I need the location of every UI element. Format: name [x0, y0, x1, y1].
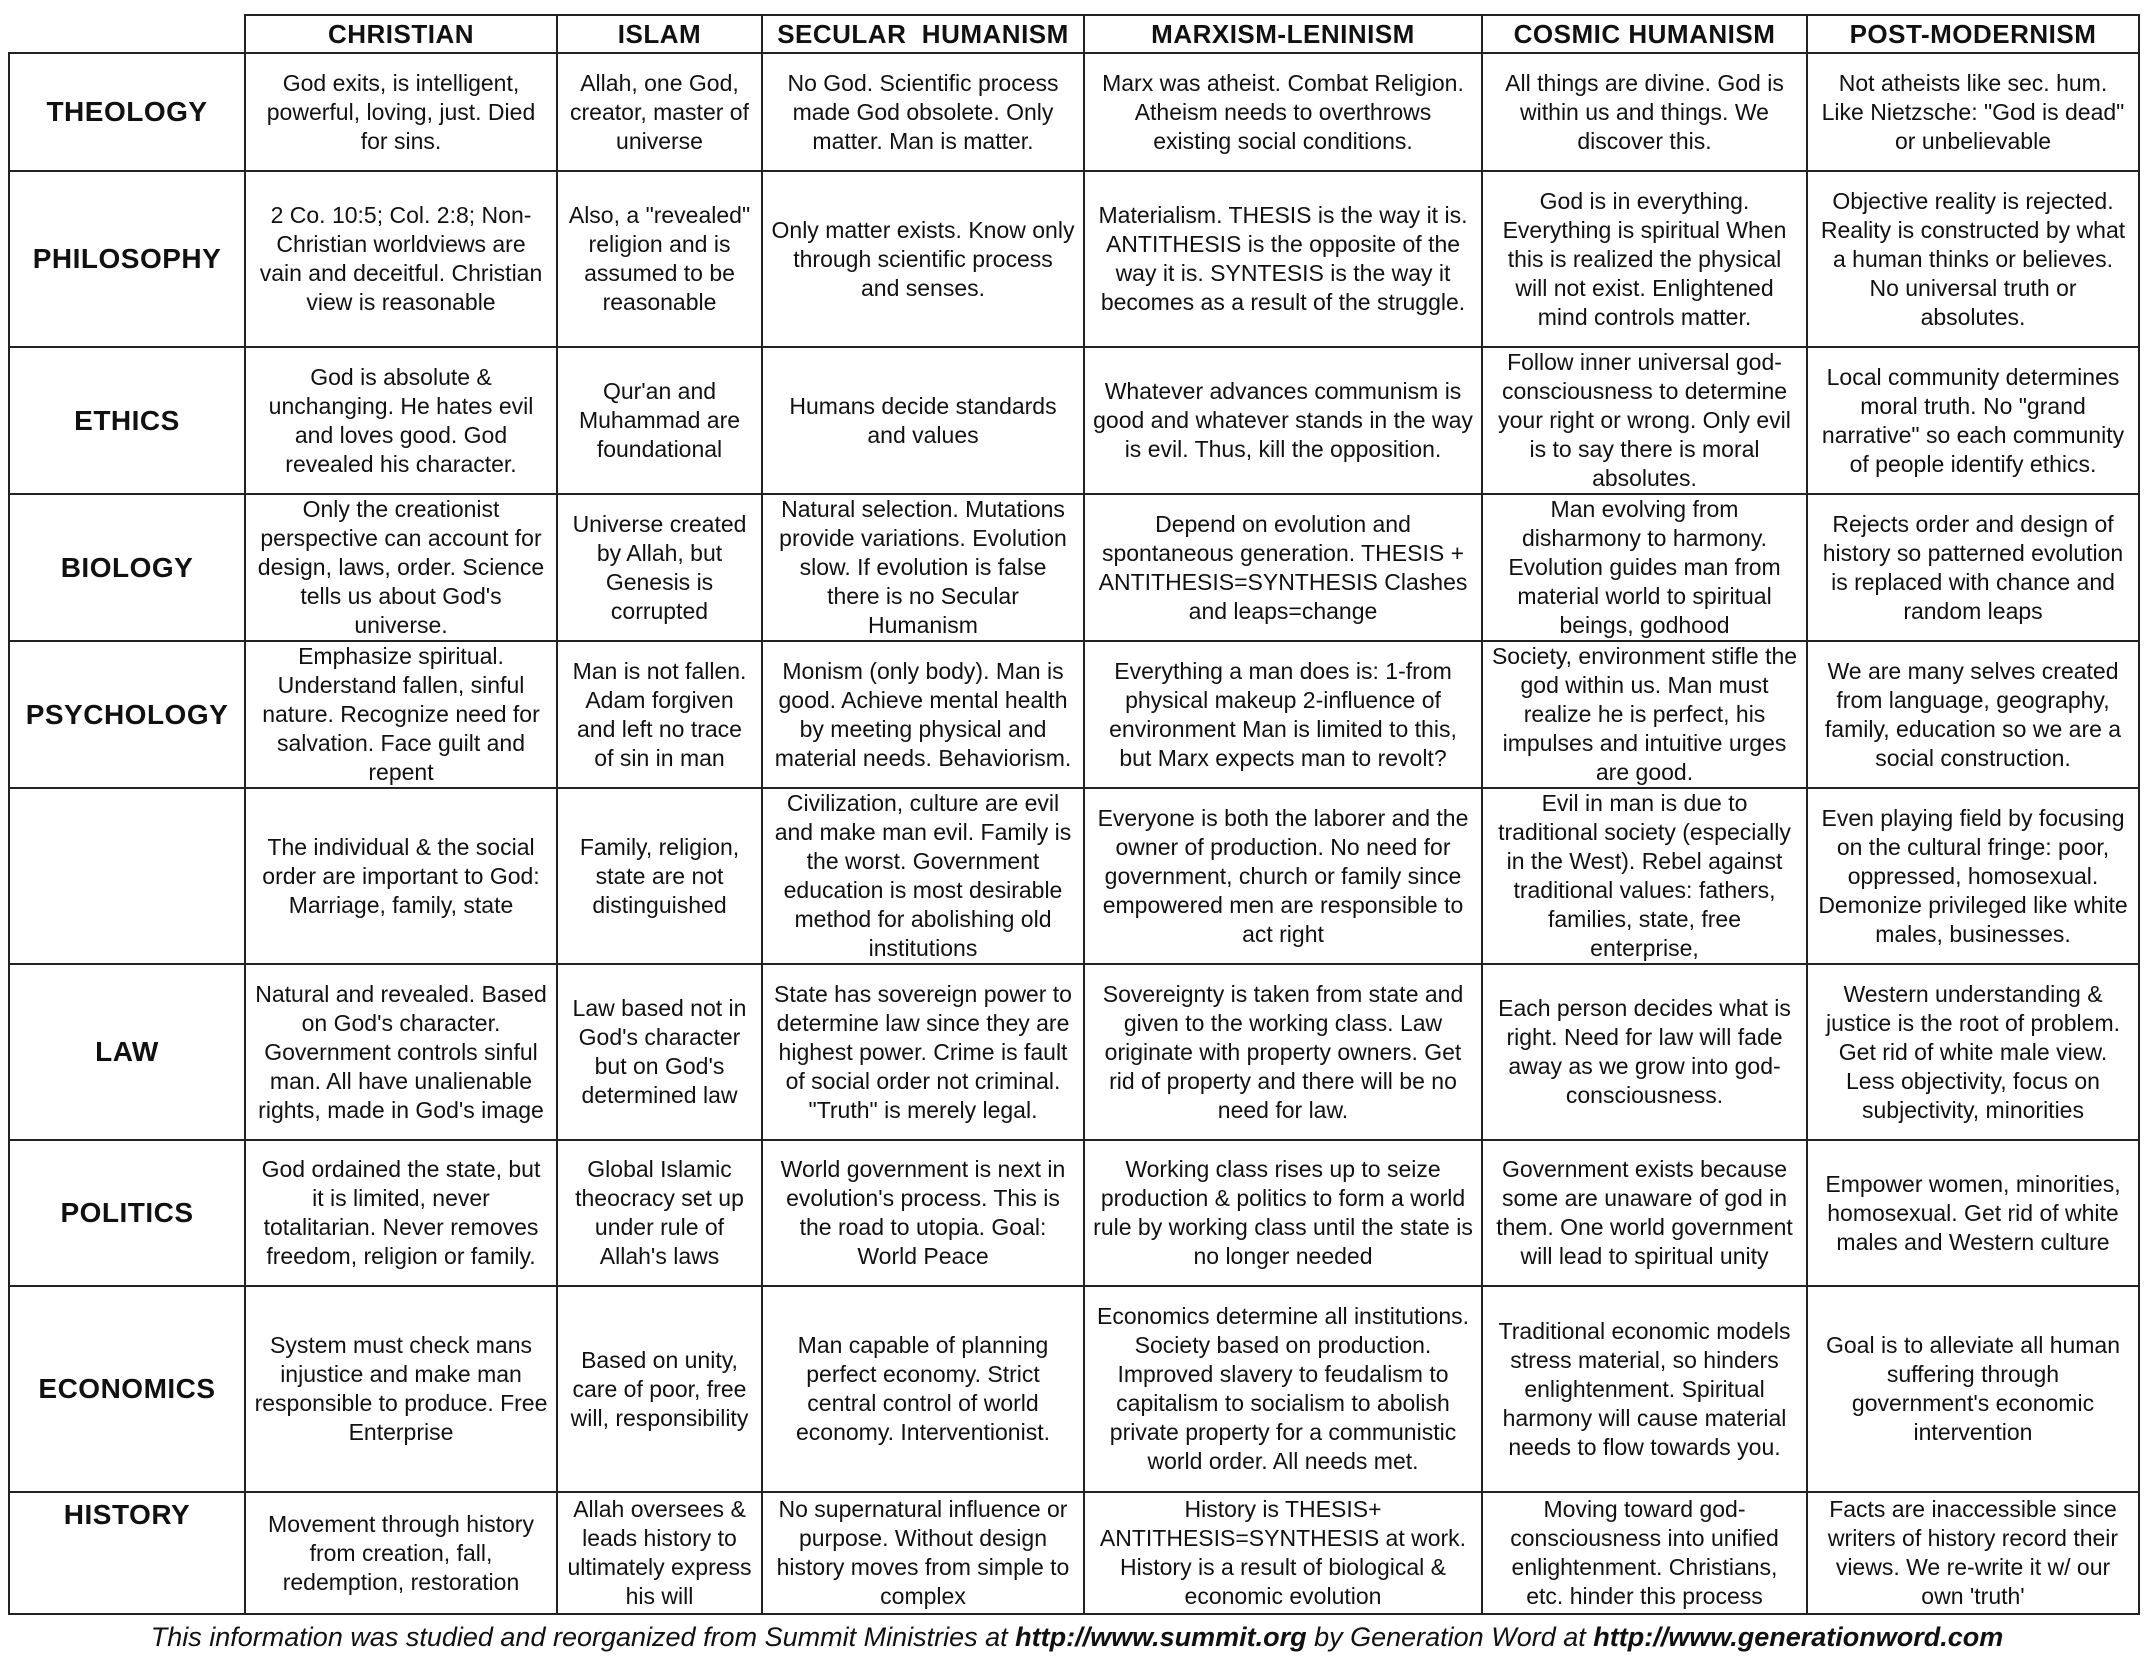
- table-row: [9, 1286, 2139, 1492]
- table-cell: Whatever advances communism is good and whatever stands in the way is evil. Thus, kill the opposition.: [1084, 347, 1482, 494]
- table-cell: Rejects order and design of history so patterned evolution is replaced with chance and random leaps: [1807, 494, 2139, 641]
- table-row: [9, 171, 2139, 347]
- table-cell: Movement through history from creation, fall, redemption, restoration: [245, 1492, 557, 1614]
- row-header-psychology: PSYCHOLOGY: [9, 641, 245, 788]
- table-cell: Facts are inaccessible since writers of history record their views. We re-write it w/ our own 'truth': [1807, 1492, 2139, 1614]
- table-cell: Monism (only body). Man is good. Achieve mental health by meeting physical and material needs. Behaviorism.: [762, 641, 1084, 788]
- table-cell: Man evolving from disharmony to harmony. Evolution guides man from material world to spiritual beings, godhood: [1482, 494, 1807, 641]
- header-row: [9, 15, 2139, 53]
- table-cell: Local community determines moral truth. No "grand narrative" so each community of people identify ethics.: [1807, 347, 2139, 494]
- table-cell: Marx was atheist. Combat Religion. Atheism needs to overthrows existing social conditions.: [1084, 53, 1482, 171]
- table-cell: Evil in man is due to traditional society (especially in the West). Rebel against traditional values: fathers, families, state, free enterprise,: [1482, 788, 1807, 964]
- column-header-secular-humanism: SECULAR HUMANISM: [762, 15, 1084, 53]
- row-header-philosophy: PHILOSOPHY: [9, 171, 245, 347]
- table-row: [9, 347, 2139, 494]
- table-cell: Natural selection. Mutations provide variations. Evolution slow. If evolution is false there is no Secular Humanism: [762, 494, 1084, 641]
- row-header-politics: POLITICS: [9, 1140, 245, 1286]
- table-cell: Traditional economic models stress material, so hinders enlightenment. Spiritual harmony will cause material needs to flow towards you.: [1482, 1286, 1807, 1492]
- table-cell: Qur'an and Muhammad are foundational: [557, 347, 762, 494]
- table-cell: Society, environment stifle the god within us. Man must realize he is perfect, his impulses and intuitive urges are good.: [1482, 641, 1807, 788]
- table-cell: Also, a "revealed" religion and is assumed to be reasonable: [557, 171, 762, 347]
- table-cell: Working class rises up to seize production & politics to form a world rule by working class until the state is no longer needed: [1084, 1140, 1482, 1286]
- table-cell: Civilization, culture are evil and make man evil. Family is the worst. Government education is most desirable method for abolishing old institutions: [762, 788, 1084, 964]
- table-cell: Law based not in God's character but on God's determined law: [557, 964, 762, 1140]
- table-cell: All things are divine. God is within us and things. We discover this.: [1482, 53, 1807, 171]
- table-row: [9, 1140, 2139, 1286]
- column-header-cosmic-humanism: COSMIC HUMANISM: [1482, 15, 1807, 53]
- table-cell: Man capable of planning perfect economy. Strict central control of world economy. Interventionist.: [762, 1286, 1084, 1492]
- table-row: [9, 494, 2139, 641]
- row-header-biology: BIOLOGY: [9, 494, 245, 641]
- table-cell: God ordained the state, but it is limited, never totalitarian. Never removes freedom, religion or family.: [245, 1140, 557, 1286]
- table-cell: Everyone is both the laborer and the owner of production. No need for government, church or family since empowered men are responsible to act right: [1084, 788, 1482, 964]
- table-cell: Everything a man does is: 1-from physical makeup 2-influence of environment Man is limited to this, but Marx expects man to revolt?: [1084, 641, 1482, 788]
- table-cell: Depend on evolution and spontaneous generation. THESIS + ANTITHESIS=SYNTHESIS Clashes and leaps=change: [1084, 494, 1482, 641]
- generationword-url-link[interactable]: http://www.generationword.com: [1593, 1622, 2004, 1652]
- table-cell: Empower women, minorities, homosexual. Get rid of white males and Western culture: [1807, 1140, 2139, 1286]
- table-cell: 2 Co. 10:5; Col. 2:8; Non-Christian worldviews are vain and deceitful. Christian view is reasonable: [245, 171, 557, 347]
- source-footer: [0, 1620, 2154, 1654]
- row-header-ethics: ETHICS: [9, 347, 245, 494]
- table-cell: Sovereignty is taken from state and given to the working class. Law originate with property owners. Get rid of property and there will be no need for law.: [1084, 964, 1482, 1140]
- table-cell: World government is next in evolution's process. This is the road to utopia. Goal: World Peace: [762, 1140, 1084, 1286]
- table-cell: Materialism. THESIS is the way it is. ANTITHESIS is the opposite of the way it is. SYNTESIS is the way it becomes as a result of the struggle.: [1084, 171, 1482, 347]
- table-cell: Allah, one God, creator, master of universe: [557, 53, 762, 171]
- row-header-history: HISTORY: [9, 1492, 245, 1614]
- table-cell: Each person decides what is right. Need for law will fade away as we grow into god-consciousness.: [1482, 964, 1807, 1140]
- table-cell: Follow inner universal god-consciousness to determine your right or wrong. Only evil is to say there is moral absolutes.: [1482, 347, 1807, 494]
- table-cell: No God. Scientific process made God obsolete. Only matter. Man is matter.: [762, 53, 1084, 171]
- row-header-economics: ECONOMICS: [9, 1286, 245, 1492]
- column-header-islam: ISLAM: [557, 15, 762, 53]
- table-row: [9, 964, 2139, 1140]
- table-row: [9, 788, 2139, 964]
- table-cell: Not atheists like sec. hum. Like Nietzsche: "God is dead" or unbelievable: [1807, 53, 2139, 171]
- table-cell: Natural and revealed. Based on God's character. Government controls sinful man. All have unalienable rights, made in God's image: [245, 964, 557, 1140]
- table-cell: God is in everything. Everything is spiritual When this is realized the physical will not exist. Enlightened mind controls matter.: [1482, 171, 1807, 347]
- table-cell: Economics determine all institutions. Society based on production. Improved slavery to feudalism to capitalism to socialism to abolish private property for a communistic world order. All needs met.: [1084, 1286, 1482, 1492]
- table-cell: State has sovereign power to determine law since they are highest power. Crime is fault of social order not criminal. "Truth" is merely legal.: [762, 964, 1084, 1140]
- corner-cell: [9, 15, 245, 53]
- table-cell: Emphasize spiritual. Understand fallen, sinful nature. Recognize need for salvation. Face guilt and repent: [245, 641, 557, 788]
- table-cell: Global Islamic theocracy set up under rule of Allah's laws: [557, 1140, 762, 1286]
- row-header-sociology: [9, 788, 245, 964]
- table-cell: Only matter exists. Know only through scientific process and senses.: [762, 171, 1084, 347]
- summit-url-link[interactable]: http://www.summit.org: [1015, 1622, 1307, 1652]
- table-cell: Objective reality is rejected. Reality is constructed by what a human thinks or believes. No universal truth or absolutes.: [1807, 171, 2139, 347]
- table-cell: System must check mans injustice and make man responsible to produce. Free Enterprise: [245, 1286, 557, 1492]
- table-cell: Moving toward god-consciousness into unified enlightenment. Christians, etc. hinder this process: [1482, 1492, 1807, 1614]
- table-row: [9, 53, 2139, 171]
- table-cell: The individual & the social order are important to God: Marriage, family, state: [245, 788, 557, 964]
- table-row: [9, 1492, 2139, 1614]
- table-cell: Based on unity, care of poor, free will, responsibility: [557, 1286, 762, 1492]
- column-header-christian: CHRISTIAN: [245, 15, 557, 53]
- row-header-theology: THEOLOGY: [9, 53, 245, 171]
- table-cell: Allah oversees & leads history to ultimately express his will: [557, 1492, 762, 1614]
- table-row: [9, 641, 2139, 788]
- table-cell: Humans decide standards and values: [762, 347, 1084, 494]
- table-cell: Man is not fallen. Adam forgiven and left no trace of sin in man: [557, 641, 762, 788]
- table-cell: Goal is to alleviate all human suffering through government's economic intervention: [1807, 1286, 2139, 1492]
- table-cell: No supernatural influence or purpose. Without design history moves from simple to complex: [762, 1492, 1084, 1614]
- column-header-marxism-leninism: MARXISM-LENINISM: [1084, 15, 1482, 53]
- table-cell: God is absolute & unchanging. He hates evil and loves good. God revealed his character.: [245, 347, 557, 494]
- table-cell: Universe created by Allah, but Genesis is corrupted: [557, 494, 762, 641]
- table-cell: We are many selves created from language, geography, family, education so we are a social construction.: [1807, 641, 2139, 788]
- row-header-law: LAW: [9, 964, 245, 1140]
- footer-text-mid: by Generation Word at: [1306, 1622, 1594, 1652]
- table-cell: Even playing field by focusing on the cultural fringe: poor, oppressed, homosexual. Demonize privileged like white males, businesses.: [1807, 788, 2139, 964]
- table-cell: Western understanding & justice is the root of problem. Get rid of white male view. Less objectivity, focus on subjectivity, minorities: [1807, 964, 2139, 1140]
- column-header-post-modernism: POST-MODERNISM: [1807, 15, 2139, 53]
- footer-text-pre: This information was studied and reorganized from Summit Ministries at: [150, 1622, 1016, 1652]
- table-cell: Family, religion, state are not distinguished: [557, 788, 762, 964]
- table-cell: Government exists because some are unaware of god in them. One world government will lead to spiritual unity: [1482, 1140, 1807, 1286]
- table-cell: God exits, is intelligent, powerful, loving, just. Died for sins.: [245, 53, 557, 171]
- worldview-comparison-table: [8, 14, 2140, 1615]
- table-cell: History is THESIS+ ANTITHESIS=SYNTHESIS at work. History is a result of biological & economic evolution: [1084, 1492, 1482, 1614]
- table-cell: Only the creationist perspective can account for design, laws, order. Science tells us about God's universe.: [245, 494, 557, 641]
